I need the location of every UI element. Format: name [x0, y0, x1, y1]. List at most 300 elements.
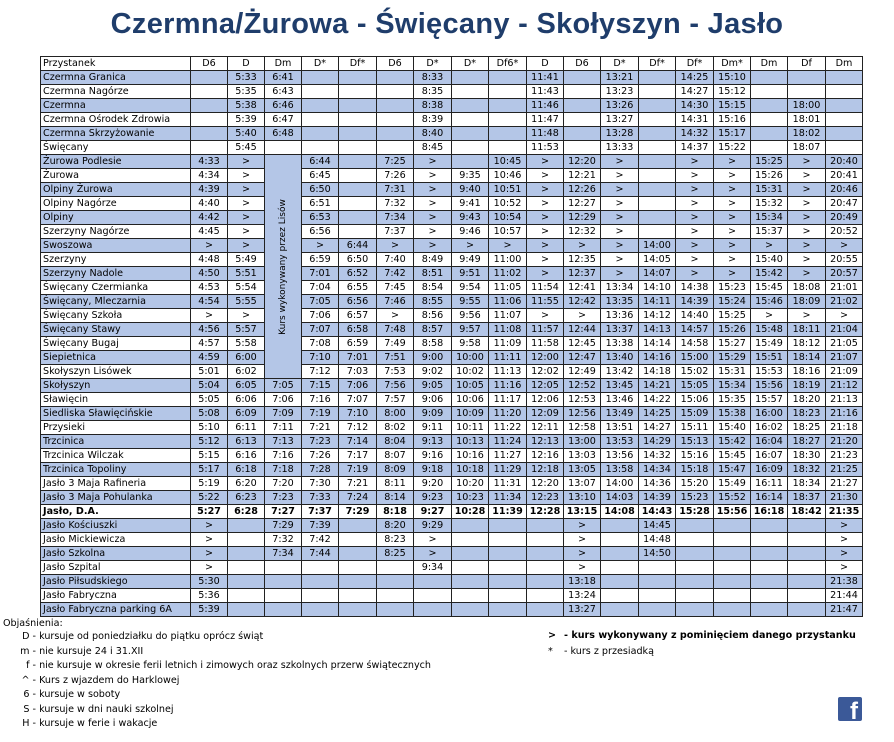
departure-time: 6:53	[302, 211, 339, 225]
departure-time: 18:32	[788, 463, 826, 477]
departure-time: 15:15	[714, 99, 751, 113]
departure-time: 5:22	[191, 491, 228, 505]
departure-time: >	[527, 239, 564, 253]
departure-time: 7:25	[377, 155, 414, 169]
departure-time: 15:47	[714, 463, 751, 477]
departure-time	[788, 519, 826, 533]
departure-time: 13:45	[601, 379, 639, 393]
course-column-header: D	[527, 57, 564, 71]
legend	[3, 618, 431, 733]
departure-time: 9:34	[414, 561, 452, 575]
departure-time: 4:54	[191, 295, 228, 309]
departure-time: 11:17	[489, 393, 527, 407]
departure-time: >	[414, 211, 452, 225]
departure-time: 7:21	[302, 421, 339, 435]
stop-name: Jasło Szpital	[41, 561, 191, 575]
departure-time: 14:57	[676, 323, 714, 337]
departure-time	[714, 533, 751, 547]
departure-time: 7:57	[377, 393, 414, 407]
departure-time	[377, 71, 414, 85]
departure-time: 13:35	[601, 295, 639, 309]
departure-time: 18:14	[788, 351, 826, 365]
departure-time: 8:09	[377, 463, 414, 477]
departure-time: 8:00	[377, 407, 414, 421]
departure-time: 10:57	[489, 225, 527, 239]
table-row	[41, 575, 863, 589]
table-row	[41, 351, 863, 365]
facebook-icon[interactable]	[838, 697, 862, 721]
departure-time: >	[826, 547, 863, 561]
departure-time: 13:38	[601, 337, 639, 351]
departure-time	[527, 603, 564, 617]
table-row	[41, 477, 863, 491]
departure-time: 15:00	[676, 351, 714, 365]
departure-time: >	[826, 561, 863, 575]
departure-time: 8:38	[414, 99, 452, 113]
departure-time: 7:28	[302, 463, 339, 477]
legend-item	[3, 631, 431, 646]
departure-time	[377, 127, 414, 141]
departure-time	[489, 127, 527, 141]
departure-time: 15:38	[714, 407, 751, 421]
departure-time: >	[826, 533, 863, 547]
departure-time: >	[714, 211, 751, 225]
departure-time	[639, 141, 676, 155]
departure-time: 12:27	[564, 197, 601, 211]
departure-time: 6:41	[265, 71, 302, 85]
departure-time	[452, 561, 489, 575]
departure-time: 13:53	[601, 435, 639, 449]
departure-time: >	[564, 547, 601, 561]
departure-time: 11:41	[527, 71, 564, 85]
departure-time: 7:53	[377, 365, 414, 379]
departure-time: 7:26	[302, 449, 339, 463]
departure-time: 8:49	[414, 253, 452, 267]
departure-time: 8:40	[414, 127, 452, 141]
departure-time: 7:23	[302, 435, 339, 449]
departure-time	[452, 127, 489, 141]
departure-time	[676, 575, 714, 589]
departure-time: 12:02	[527, 365, 564, 379]
departure-time: 10:28	[452, 505, 489, 519]
departure-time: 9:54	[452, 281, 489, 295]
legend-symbol-item	[548, 630, 856, 646]
legend-key: 6 -	[23, 689, 36, 700]
departure-time: >	[191, 519, 228, 533]
departure-time: 9:00	[414, 351, 452, 365]
departure-time: 14:39	[676, 295, 714, 309]
departure-time: 9:29	[414, 519, 452, 533]
departure-time: 14:16	[639, 351, 676, 365]
departure-time: 13:37	[601, 323, 639, 337]
stop-name: Jasło Mickiewicza	[41, 533, 191, 547]
departure-time	[601, 589, 639, 603]
departure-time: >	[714, 253, 751, 267]
departure-time	[751, 575, 788, 589]
departure-time: 12:53	[564, 393, 601, 407]
departure-time	[751, 99, 788, 113]
departure-time: 5:30	[191, 575, 228, 589]
departure-time	[751, 141, 788, 155]
departure-time: 7:27	[265, 505, 302, 519]
table-row	[41, 519, 863, 533]
departure-time: >	[826, 239, 863, 253]
departure-time: 15:45	[714, 449, 751, 463]
departure-time	[339, 155, 377, 169]
departure-time: 10:00	[452, 351, 489, 365]
table-row	[41, 211, 863, 225]
legend-item	[3, 660, 431, 675]
departure-time: >	[527, 211, 564, 225]
departure-time: 18:02	[788, 127, 826, 141]
table-row	[41, 533, 863, 547]
legend-text: kursuje od poniedziałku do piątku oprócz świąt	[39, 631, 264, 642]
departure-time: >	[228, 197, 265, 211]
departure-time: 15:26	[714, 323, 751, 337]
departure-time: 8:45	[414, 141, 452, 155]
departure-time: 11:09	[489, 337, 527, 351]
legend-key: ^ -	[21, 674, 36, 686]
stop-name: Skołyszyn	[41, 379, 191, 393]
departure-time: 15:45	[751, 281, 788, 295]
departure-time	[527, 575, 564, 589]
departure-time: 7:37	[377, 225, 414, 239]
departure-time: 7:16	[265, 449, 302, 463]
departure-time: 21:27	[826, 477, 863, 491]
departure-time: 18:08	[788, 281, 826, 295]
departure-time: >	[564, 239, 601, 253]
departure-time: 18:37	[788, 491, 826, 505]
departure-time	[489, 547, 527, 561]
departure-time: >	[601, 169, 639, 183]
departure-time: 12:44	[564, 323, 601, 337]
departure-time: 12:58	[564, 421, 601, 435]
departure-time: 6:45	[302, 169, 339, 183]
departure-time: 6:50	[339, 253, 377, 267]
departure-time: 13:24	[564, 589, 601, 603]
departure-time: 6:16	[228, 449, 265, 463]
departure-time: 8:54	[414, 281, 452, 295]
table-row	[41, 253, 863, 267]
departure-time: 16:09	[751, 463, 788, 477]
departure-time: >	[527, 253, 564, 267]
stop-name: Jasło, D.A.	[41, 505, 191, 519]
departure-time	[339, 169, 377, 183]
departure-time	[676, 547, 714, 561]
departure-time: 7:24	[339, 491, 377, 505]
departure-time: 13:28	[601, 127, 639, 141]
table-row	[41, 561, 863, 575]
departure-time: 21:12	[826, 379, 863, 393]
stop-name: Siepietnica	[41, 351, 191, 365]
departure-time: 21:20	[826, 435, 863, 449]
stop-name: Olpiny	[41, 211, 191, 225]
departure-time: 15:12	[714, 85, 751, 99]
departure-time	[788, 561, 826, 575]
departure-time: 15:16	[676, 449, 714, 463]
legend-key: H -	[22, 718, 36, 729]
departure-time: >	[452, 239, 489, 253]
departure-time: 12:21	[564, 169, 601, 183]
stop-name: Jasło Piłsudskiego	[41, 575, 191, 589]
departure-time: 18:30	[788, 449, 826, 463]
departure-time: 12:42	[564, 295, 601, 309]
departure-time: >	[826, 519, 863, 533]
departure-time: >	[414, 183, 452, 197]
departure-time: >	[601, 183, 639, 197]
departure-time: 12:28	[527, 505, 564, 519]
departure-time	[302, 113, 339, 127]
departure-time	[339, 589, 377, 603]
departure-time	[714, 603, 751, 617]
departure-time: >	[601, 225, 639, 239]
departure-time: 9:55	[452, 295, 489, 309]
stop-name: Trzcinica Topoliny	[41, 463, 191, 477]
departure-time	[302, 561, 339, 575]
departure-time	[191, 141, 228, 155]
departure-time: 15:42	[714, 435, 751, 449]
departure-time: >	[788, 211, 826, 225]
departure-time	[601, 575, 639, 589]
departure-time: 6:06	[228, 393, 265, 407]
departure-time: 6:47	[265, 113, 302, 127]
departure-time: 14:25	[639, 407, 676, 421]
departure-time: 7:07	[339, 393, 377, 407]
departure-time: 10:06	[452, 393, 489, 407]
departure-time: 12:00	[527, 351, 564, 365]
departure-time: 7:06	[339, 379, 377, 393]
departure-time: 7:46	[377, 295, 414, 309]
departure-time: 8:18	[377, 505, 414, 519]
departure-time: >	[751, 309, 788, 323]
departure-time: 4:33	[191, 155, 228, 169]
departure-time: 10:09	[452, 407, 489, 421]
departure-time: 7:37	[302, 505, 339, 519]
departure-time	[452, 603, 489, 617]
departure-time: 21:07	[826, 351, 863, 365]
stop-name: Jasło Szkolna	[41, 547, 191, 561]
departure-time: 15:31	[751, 183, 788, 197]
departure-time: >	[788, 183, 826, 197]
departure-time	[339, 99, 377, 113]
departure-time: 9:46	[452, 225, 489, 239]
departure-time: 12:35	[564, 253, 601, 267]
departure-time: 15:11	[676, 421, 714, 435]
stop-name: Jasło 3 Maja Pohulanka	[41, 491, 191, 505]
departure-time	[564, 71, 601, 85]
departure-time	[265, 575, 302, 589]
departure-time: 18:42	[788, 505, 826, 519]
departure-time	[826, 99, 863, 113]
departure-time	[714, 547, 751, 561]
departure-time: 5:10	[191, 421, 228, 435]
departure-time: >	[564, 309, 601, 323]
departure-time	[527, 547, 564, 561]
table-row	[41, 547, 863, 561]
departure-time	[751, 561, 788, 575]
table-row	[41, 435, 863, 449]
departure-time: >	[191, 533, 228, 547]
departure-time: 5:08	[191, 407, 228, 421]
departure-time	[527, 519, 564, 533]
departure-time: 15:53	[751, 365, 788, 379]
departure-time: 6:05	[228, 379, 265, 393]
table-row	[41, 295, 863, 309]
departure-time: 6:59	[339, 337, 377, 351]
table-row	[41, 337, 863, 351]
departure-time: 21:13	[826, 393, 863, 407]
departure-time: 15:34	[751, 211, 788, 225]
departure-time: 15:57	[751, 393, 788, 407]
departure-time: >	[414, 225, 452, 239]
departure-time: 7:01	[302, 267, 339, 281]
departure-time: >	[564, 561, 601, 575]
departure-time: 7:05	[302, 295, 339, 309]
departure-time: 14:36	[639, 477, 676, 491]
departure-time: >	[414, 169, 452, 183]
departure-time: 12:16	[527, 449, 564, 463]
departure-time	[452, 533, 489, 547]
departure-time: 14:00	[639, 239, 676, 253]
departure-time: 15:29	[714, 351, 751, 365]
departure-time: 4:53	[191, 281, 228, 295]
departure-time: >	[527, 309, 564, 323]
departure-time: 15:49	[751, 337, 788, 351]
departure-time: 7:05	[265, 379, 302, 393]
table-row	[41, 463, 863, 477]
departure-time: 14:32	[639, 449, 676, 463]
departure-time: 15:24	[714, 295, 751, 309]
departure-time: >	[527, 267, 564, 281]
departure-time: 13:42	[601, 365, 639, 379]
departure-time: >	[601, 267, 639, 281]
departure-time	[639, 85, 676, 99]
departure-time: 13:03	[564, 449, 601, 463]
departure-time	[639, 99, 676, 113]
departure-time: 10:13	[452, 435, 489, 449]
departure-time: 9:40	[452, 183, 489, 197]
departure-time	[191, 99, 228, 113]
stop-name: Siedliska Sławięcińskie	[41, 407, 191, 421]
departure-time	[676, 519, 714, 533]
departure-time	[339, 183, 377, 197]
departure-time: 10:20	[452, 477, 489, 491]
stop-name: Czermna Granica	[41, 71, 191, 85]
departure-time	[751, 113, 788, 127]
departure-time	[601, 603, 639, 617]
stop-name: Święcany, Mleczarnia	[41, 295, 191, 309]
departure-time: >	[676, 267, 714, 281]
departure-time	[265, 589, 302, 603]
departure-time: 10:18	[452, 463, 489, 477]
stop-name: Żurowa	[41, 169, 191, 183]
course-column-header: D*	[302, 57, 339, 71]
departure-time: 20:57	[826, 267, 863, 281]
departure-time: >	[601, 211, 639, 225]
departure-time: 15:26	[751, 169, 788, 183]
departure-time: 9:41	[452, 197, 489, 211]
departure-time: 14:10	[639, 281, 676, 295]
table-row	[41, 589, 863, 603]
departure-time: 11:55	[527, 295, 564, 309]
departure-time: 18:01	[788, 113, 826, 127]
departure-time: 14:50	[639, 547, 676, 561]
departure-time	[302, 127, 339, 141]
departure-time: 5:05	[191, 393, 228, 407]
departure-time: 15:27	[714, 337, 751, 351]
departure-time: 9:43	[452, 211, 489, 225]
departure-time: 4:57	[191, 337, 228, 351]
departure-time: 7:01	[339, 351, 377, 365]
timetable	[40, 56, 863, 617]
departure-time: 5:40	[228, 127, 265, 141]
departure-time: 9:23	[414, 491, 452, 505]
departure-time: >	[527, 183, 564, 197]
course-column-header: Df*	[339, 57, 377, 71]
departure-time	[751, 603, 788, 617]
departure-time: 15:51	[751, 351, 788, 365]
departure-time	[377, 603, 414, 617]
departure-time: 16:00	[751, 407, 788, 421]
departure-time	[302, 141, 339, 155]
departure-time	[339, 561, 377, 575]
table-row	[41, 225, 863, 239]
departure-time	[489, 113, 527, 127]
departure-time	[601, 519, 639, 533]
departure-time: 15:23	[714, 281, 751, 295]
departure-time: 9:13	[414, 435, 452, 449]
departure-time	[527, 589, 564, 603]
course-column-header: D*	[452, 57, 489, 71]
departure-time	[452, 141, 489, 155]
departure-time: 5:55	[228, 295, 265, 309]
departure-time	[788, 85, 826, 99]
departure-time	[339, 113, 377, 127]
departure-time: 9:11	[414, 421, 452, 435]
table-row	[41, 239, 863, 253]
departure-time: 9:20	[414, 477, 452, 491]
departure-time: >	[714, 169, 751, 183]
table-row	[41, 183, 863, 197]
departure-time: 15:40	[714, 421, 751, 435]
departure-time: 14:07	[639, 267, 676, 281]
table-row	[41, 393, 863, 407]
departure-time	[639, 169, 676, 183]
departure-time	[265, 561, 302, 575]
departure-time: 15:06	[676, 393, 714, 407]
departure-time: 4:39	[191, 183, 228, 197]
departure-time: 4:45	[191, 225, 228, 239]
departure-time: 5:27	[191, 505, 228, 519]
departure-time	[676, 533, 714, 547]
departure-time	[714, 561, 751, 575]
departure-time: 21:47	[826, 603, 863, 617]
departure-time: 14:34	[639, 463, 676, 477]
departure-time: 7:11	[265, 421, 302, 435]
departure-time	[826, 141, 863, 155]
departure-time: 13:36	[601, 309, 639, 323]
departure-time: 13:58	[601, 463, 639, 477]
stop-name: Olpiny Żurowa	[41, 183, 191, 197]
departure-time: >	[414, 155, 452, 169]
departure-time: 16:11	[751, 477, 788, 491]
departure-time: 14:39	[639, 491, 676, 505]
departure-time	[788, 547, 826, 561]
departure-time: >	[527, 197, 564, 211]
departure-time	[339, 519, 377, 533]
departure-time: 15:25	[714, 309, 751, 323]
departure-time: 7:26	[377, 169, 414, 183]
